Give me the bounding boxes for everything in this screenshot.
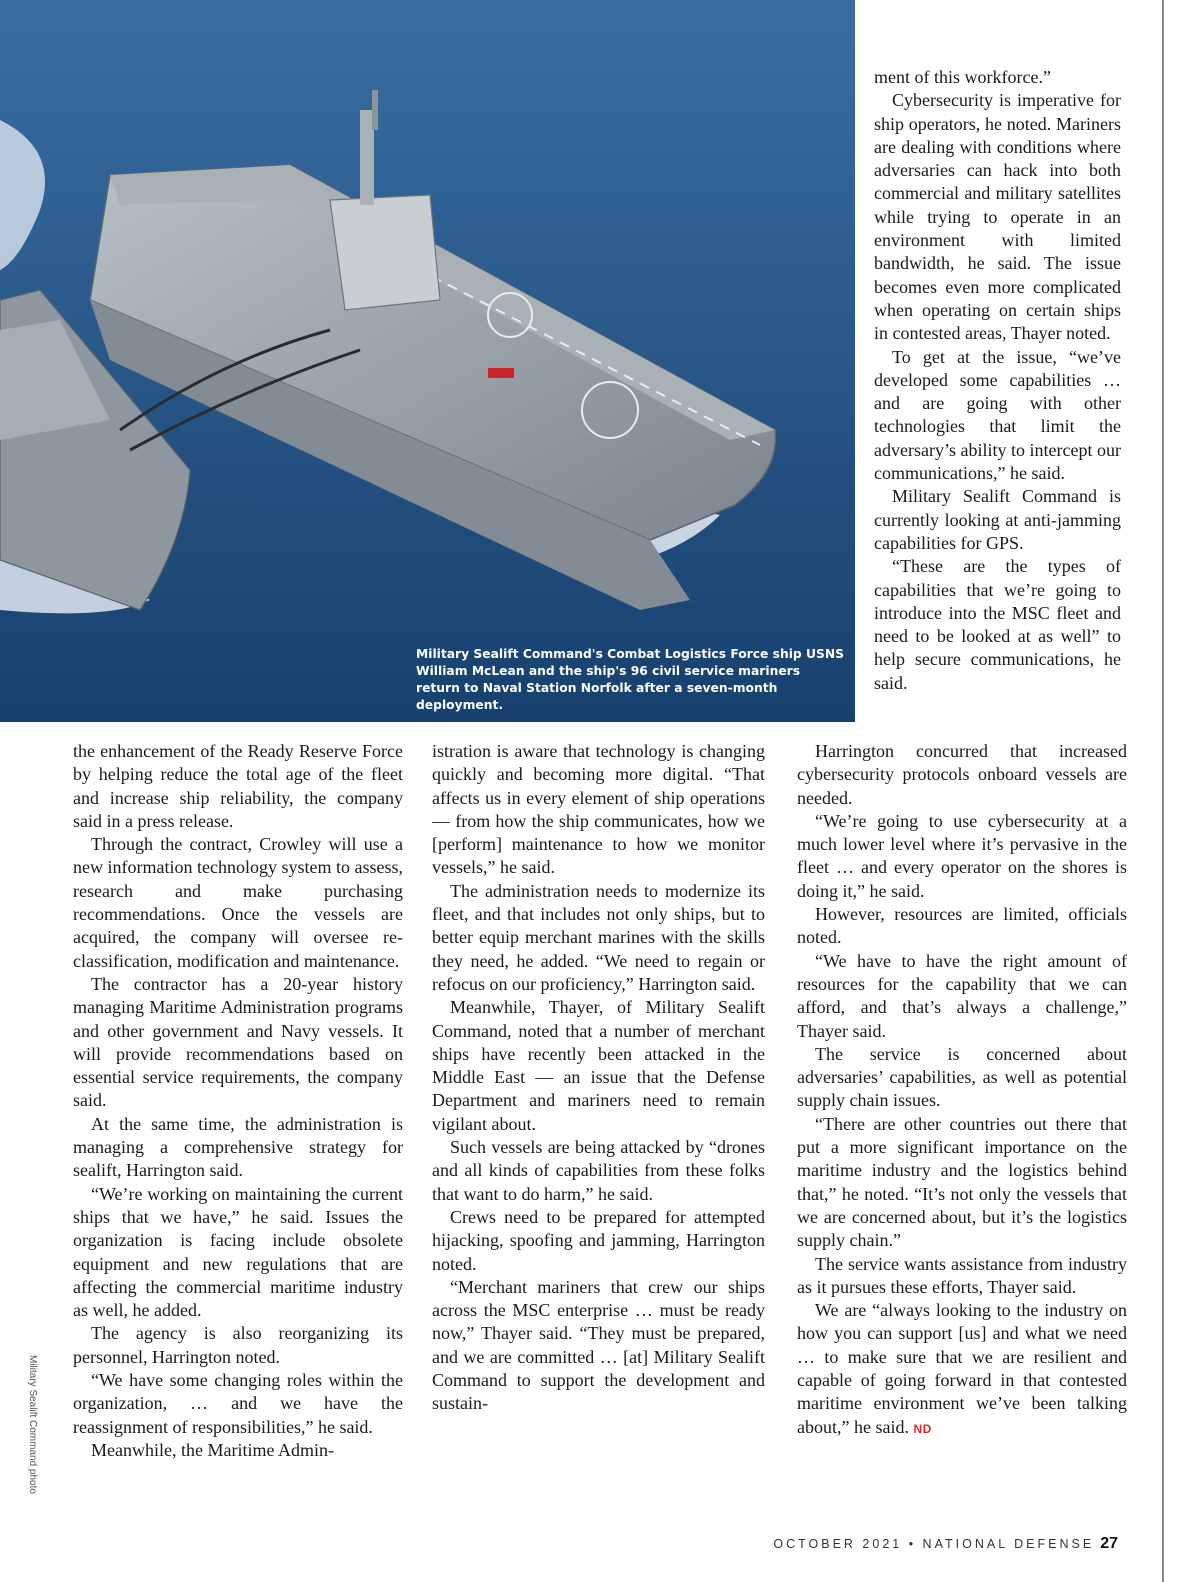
paragraph: Meanwhile, the Maritime Admin-	[91, 1439, 334, 1460]
paragraph: Through the contract, Crowley will use a new information technology system to assess, research and make purchasing recommendations. Once the vessels are acquired, the company will oversee re-classification, modification and maintenance.	[73, 834, 403, 971]
ship-photo	[0, 0, 855, 722]
paragraph: At the same time, the administration is managing a comprehensive strategy for sealift, Harrington said.	[73, 1113, 403, 1181]
column-2	[432, 740, 765, 1416]
paragraph: “There are other countries out there that put a more significant importance on the maritime industry and the logistics behind that,” he noted. “It’s not only the vessels that we are concerned about, but it’s the logistics supply chain.”	[797, 1113, 1127, 1251]
page-footer	[773, 1535, 1118, 1553]
paragraph: “We’re working on maintaining the current ships that we have,” he said. Issues the organization is facing include obsolete equipment and new regulations that are affecting the commercial maritime industry as well, he added.	[73, 1183, 403, 1321]
footer-issue: OCTOBER 2021 • NATIONAL DEFENSE	[773, 1537, 1095, 1551]
paragraph: The service wants assistance from industry as it pursues these efforts, Thayer said.	[797, 1253, 1127, 1297]
paragraph: However, resources are limited, officials noted.	[797, 904, 1127, 948]
paragraph: “We have to have the right amount of resources for the capability that we can afford, and that’s always a challenge,” Thayer said.	[797, 950, 1127, 1041]
paragraph: Military Sealift Command is currently looking at anti-jamming capabilities for GPS.	[874, 486, 1121, 553]
paragraph: Crews need to be prepared for attempted hijacking, spoofing and jamming, Harrington noted.	[432, 1206, 765, 1274]
end-mark: ND	[913, 1421, 932, 1436]
paragraph: The administration needs to modernize its fleet, and that includes not only ships, but to better equip merchant marines with the skills they need, he added. “We need to regain or refocus on our proficiency,” Harrington said.	[432, 880, 765, 994]
photo-credit: Military Sealift Command photo	[27, 1355, 38, 1494]
paragraph: Such vessels are being attacked by “drones and all kinds of capabilities from these folks that want to do harm,” he said.	[432, 1137, 765, 1204]
paragraph: ment of this workforce.”	[874, 67, 1051, 87]
paragraph: To get at the issue, “we’ve developed some capabilities … and are going with other technologies that limit the adversary’s ability to intercept our communications,” he said.	[874, 346, 1121, 484]
paragraph: “These are the types of capabilities that we’re going to introduce into the MSC fleet and need to be looked at as well” to help secure communications, he said.	[874, 556, 1121, 693]
top-column	[874, 66, 1121, 695]
paragraph: Meanwhile, Thayer, of Military Sealift Command, noted that a number of merchant ships have recently been attacked in the Middle East — an issue that the Defense Department and mariners need to remain vigilant about.	[432, 997, 765, 1134]
page-number: 27	[1100, 1535, 1118, 1552]
paragraph: The contractor has a 20-year history managing Maritime Administration programs and other government and Navy vessels. It will provide recommendations based on essential service requirements, the company said.	[73, 973, 403, 1111]
paragraph: istration is aware that technology is changing quickly and becoming more digital. “That affects us in every element of ship operations — from how the ship communicates, how we [perform] maintenance to how we monitor vessels,” he said.	[432, 741, 765, 878]
paragraph: The agency is also reorganizing its personnel, Harrington noted.	[73, 1323, 403, 1367]
column-1	[73, 740, 403, 1462]
paragraph: “We’re going to use cybersecurity at a much lower level where it’s pervasive in the fleet … and every operator on the shores is doing it,” he said.	[797, 810, 1127, 901]
photo-caption	[416, 646, 846, 714]
paragraph: “Merchant mariners that crew our ships across the MSC enterprise … must be ready now,” Thayer said. “They must be prepared, and we are committed … [at] Military Sealift Command to support the development and sustain-	[432, 1276, 765, 1414]
caption-text: Military Sealift Command's Combat Logistics Force ship USNS William McLean and the ship's 96 civil service mariners return to Naval Station Norfolk after a seven-month deployment.	[416, 647, 845, 712]
column-3	[797, 740, 1127, 1441]
page-edge-rule	[1162, 0, 1164, 1582]
paragraph: the enhancement of the Ready Reserve Force by helping reduce the total age of the fleet and increase ship reliability, the company said in a press release.	[73, 741, 403, 831]
paragraph: We are “always looking to the industry on how you can support [us] and what we need … to make sure that we are resilient and capable of going forward in that contested maritime environment we’ve been talking about,” he said. ND	[797, 1300, 1127, 1437]
paragraph: Cybersecurity is imperative for ship operators, he noted. Mariners are dealing with conditions where adversaries can hack into both commercial and military satellites while trying to operate in an environment with limited bandwidth, he said. The issue becomes even more complicated when operating on certain ships in contested areas, Thayer noted.	[874, 90, 1121, 344]
paragraph: “We have some changing roles within the organization, … and we have the reassignment of responsibilities,” he said.	[73, 1370, 403, 1437]
ship-illustration	[0, 0, 855, 722]
paragraph: Harrington concurred that increased cybersecurity protocols onboard vessels are needed.	[797, 741, 1127, 808]
paragraph: The service is concerned about adversaries’ capabilities, as well as potential supply chain issues.	[797, 1043, 1127, 1111]
